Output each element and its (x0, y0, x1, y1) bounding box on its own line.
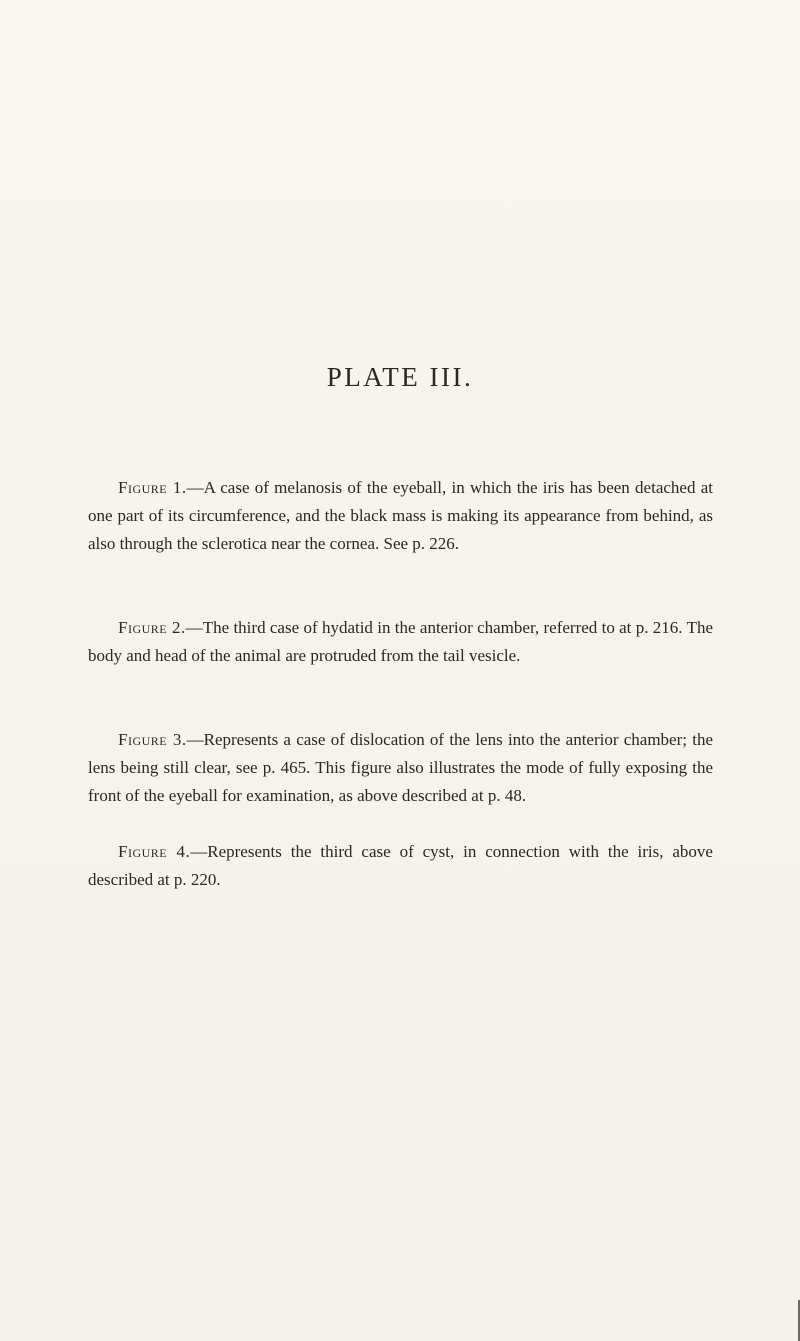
figure-4-caption (88, 838, 713, 894)
figure-3-text: —Represents a case of dislocation of the lens into the anterior chamber; the lens being still clear, see p. 465. This figure also illustrates the mode of fully exposing the front of the eyeball for examination, as above described at p. 48. (88, 730, 713, 805)
figure-4-label: Figure 4. (118, 842, 191, 861)
figure-3-caption (88, 726, 713, 810)
figure-2-label: Figure 2. (118, 618, 186, 637)
figure-4-text: —Represents the third case of cyst, in connection with the iris, above described at p. 220. (88, 842, 713, 889)
figure-2-caption (88, 614, 713, 670)
figure-1-caption (88, 474, 713, 558)
figure-1-text: —A case of melanosis of the eyeball, in which the iris has been detached at one part of its circumference, and the black mass is making its appearance from behind, as also through the sclerotica near the cornea. See p. 226. (88, 478, 713, 553)
figure-3-label: Figure 3. (118, 730, 187, 749)
figure-1-label: Figure 1. (118, 478, 187, 497)
figure-2-text: —The third case of hydatid in the anterior chamber, referred to at p. 216. The body and head of the animal are protruded from the tail vesicle. (88, 618, 714, 665)
plate-title: PLATE III. (326, 362, 474, 392)
